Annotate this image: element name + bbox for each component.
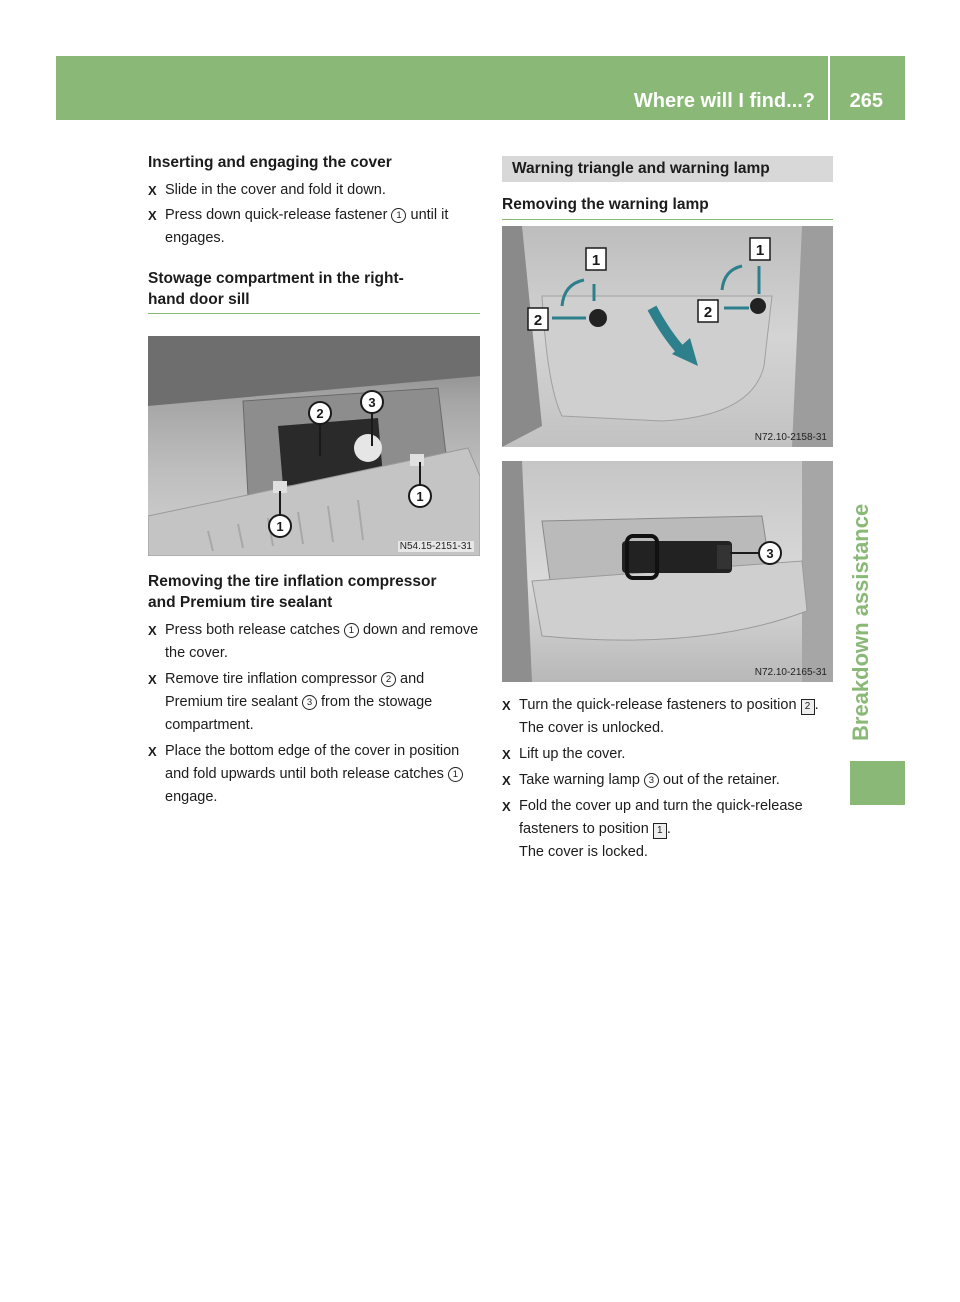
- page-number: 265: [849, 90, 883, 112]
- subsection-heading: Removing the warning lamp: [502, 194, 833, 220]
- step-marker: X: [148, 623, 157, 638]
- step-marker: X: [502, 773, 511, 788]
- position-box-2: 2: [801, 699, 815, 715]
- instruction-step: X Place the bottom edge of the cover in position and fold upwards until both release catches 1 engage.: [148, 740, 480, 809]
- result-note: The cover is locked.: [519, 844, 648, 860]
- callout-3: 3: [644, 773, 659, 788]
- figure-label: 1: [755, 242, 765, 259]
- section-title-bar: Warning triangle and warning lamp: [502, 156, 833, 182]
- figure-callout: 3: [766, 546, 774, 561]
- section-heading-line: and Premium tire sealant: [148, 594, 333, 611]
- step-marker: X: [502, 698, 511, 713]
- stowage-compartment-illustration: [148, 336, 480, 556]
- right-column-steps: [502, 694, 835, 864]
- figure-code: N72.10-2158-31: [754, 432, 827, 443]
- callout-1: 1: [391, 208, 406, 223]
- callout-2: 2: [381, 672, 396, 687]
- step-marker: X: [502, 799, 511, 814]
- page-header: [56, 56, 905, 120]
- callout-3: 3: [302, 695, 317, 710]
- instruction-step: X Slide in the cover and fold it down.: [148, 179, 480, 202]
- side-tab-label: Breakdown assistance: [848, 503, 873, 741]
- right-column: [502, 156, 833, 220]
- instruction-step: X Remove tire inflation compressor 2 and Premium tire sealant 3 from the stowage compartment.: [148, 668, 480, 737]
- warning-lamp-cover-figure: [502, 226, 833, 447]
- instruction-step: X Fold the cover up and turn the quick-release fasteners to position 1 .: [502, 795, 835, 841]
- callout-1: 1: [448, 767, 463, 782]
- step-marker: X: [148, 183, 157, 198]
- warning-lamp-cover-illustration: [502, 226, 833, 447]
- figure-callout: 1: [416, 489, 424, 504]
- figure-code: N54.15-2151-31: [399, 541, 472, 552]
- instruction-step: X Press both release catches 1 down and remove the cover.: [148, 619, 480, 665]
- instruction-step: X Turn the quick-release fasteners to position 2 .: [502, 694, 835, 717]
- figure-callout: 3: [368, 395, 376, 410]
- figure-callout: 2: [316, 406, 324, 421]
- header-divider: [828, 56, 830, 120]
- side-tab-marker: [850, 761, 905, 805]
- header-section-title: Where will I find...?: [633, 90, 815, 112]
- section-heading-line: Removing the tire inflation compressor: [148, 573, 437, 590]
- step-marker: X: [148, 208, 157, 223]
- instruction-step: X Take warning lamp 3 out of the retainer.: [502, 769, 835, 792]
- figure-callout: 1: [276, 519, 284, 534]
- figure-label: 1: [591, 252, 601, 269]
- figure-label: 2: [703, 304, 713, 321]
- step-marker: X: [148, 672, 157, 687]
- warning-lamp-retainer-figure: [502, 461, 833, 682]
- result-note: The cover is unlocked.: [519, 720, 665, 736]
- figure-code: N72.10-2165-31: [754, 667, 827, 678]
- warning-lamp-retainer-illustration: [502, 461, 833, 682]
- left-column-lower: [148, 571, 480, 809]
- figure-label: 2: [533, 312, 543, 329]
- step-marker: X: [502, 747, 511, 762]
- instruction-step: X Press down quick-release fastener 1 until it engages.: [148, 204, 480, 250]
- instruction-step: X Lift up the cover.: [502, 743, 835, 766]
- callout-1: 1: [344, 623, 359, 638]
- stowage-compartment-figure: [148, 336, 480, 556]
- section-heading: Inserting and engaging the cover: [148, 154, 392, 171]
- step-marker: X: [148, 744, 157, 759]
- left-column: [148, 152, 480, 314]
- section-heading: Stowage compartment in the right- hand door sill: [148, 268, 480, 314]
- position-box-1: 1: [653, 823, 667, 839]
